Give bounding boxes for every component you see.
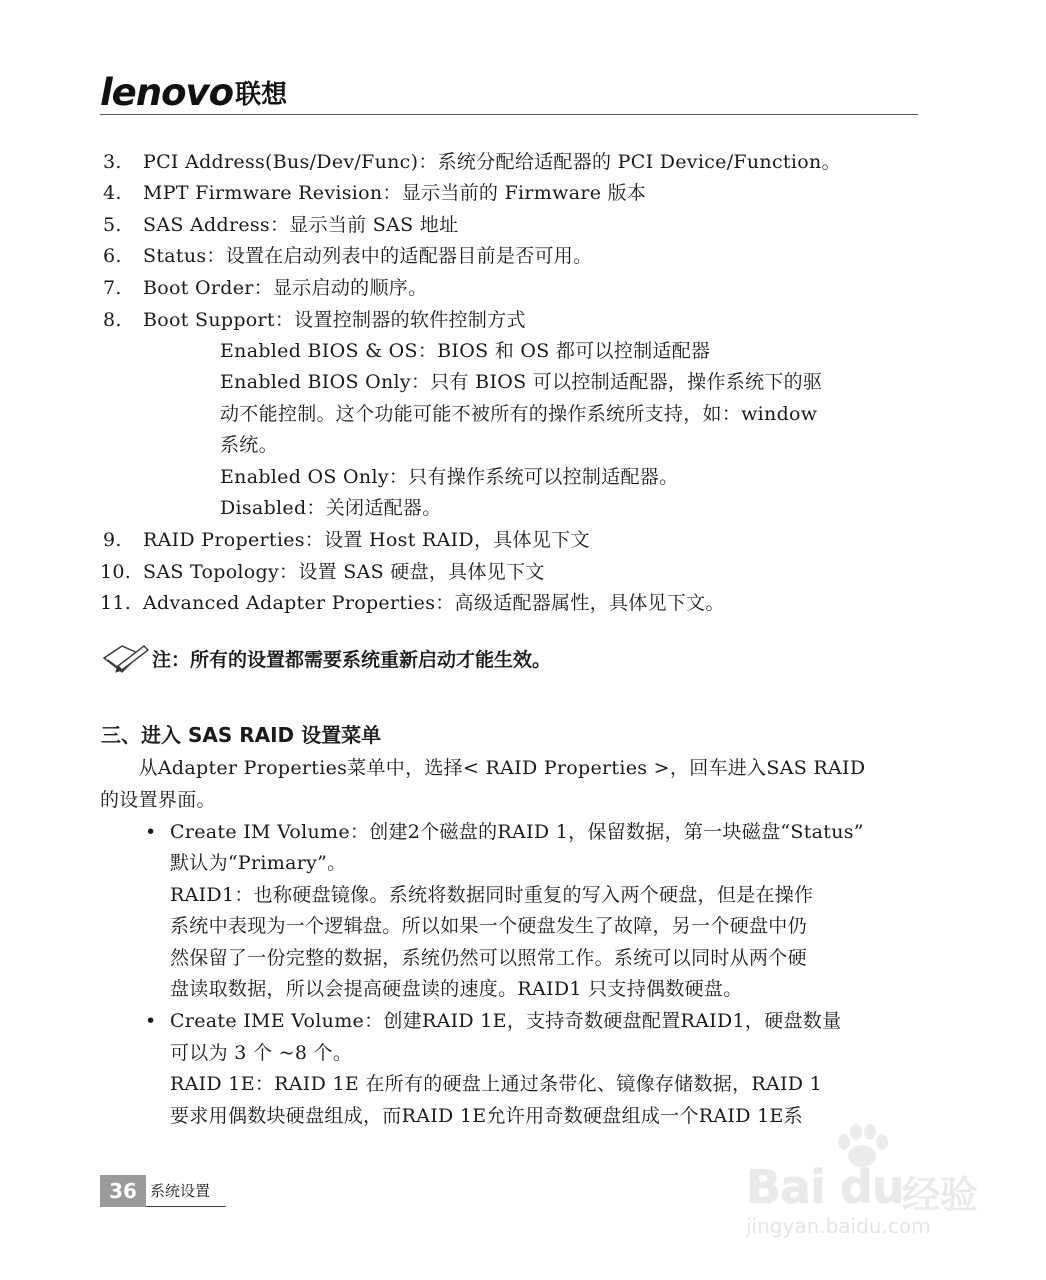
- note-pencil-icon: [100, 640, 150, 680]
- baidu-watermark: [740, 1122, 990, 1242]
- section-heading: 三、进入 SAS RAID 设置菜单: [101, 723, 382, 747]
- bullet-dot: •: [145, 821, 157, 843]
- bullet-dot: •: [145, 1010, 157, 1032]
- note-box: [100, 640, 660, 680]
- note-text: 注：所有的设置都需要系统重新启动才能生效。: [152, 649, 552, 671]
- lenovo-logo: [100, 68, 287, 112]
- footer-rule: [146, 1206, 226, 1207]
- watermark-url: jingyan.baidu.com: [746, 1214, 931, 1238]
- watermark-cn: 经验: [902, 1173, 979, 1217]
- chapter-title: 系统设置: [150, 1182, 211, 1200]
- watermark-logo: Bai du: [746, 1160, 904, 1214]
- brand-name-cn: 联想: [235, 80, 288, 110]
- brand-name: lenovo: [100, 71, 234, 114]
- page-number: 36: [100, 1175, 146, 1207]
- page-footer: [100, 1175, 226, 1207]
- header-rule: [100, 114, 918, 115]
